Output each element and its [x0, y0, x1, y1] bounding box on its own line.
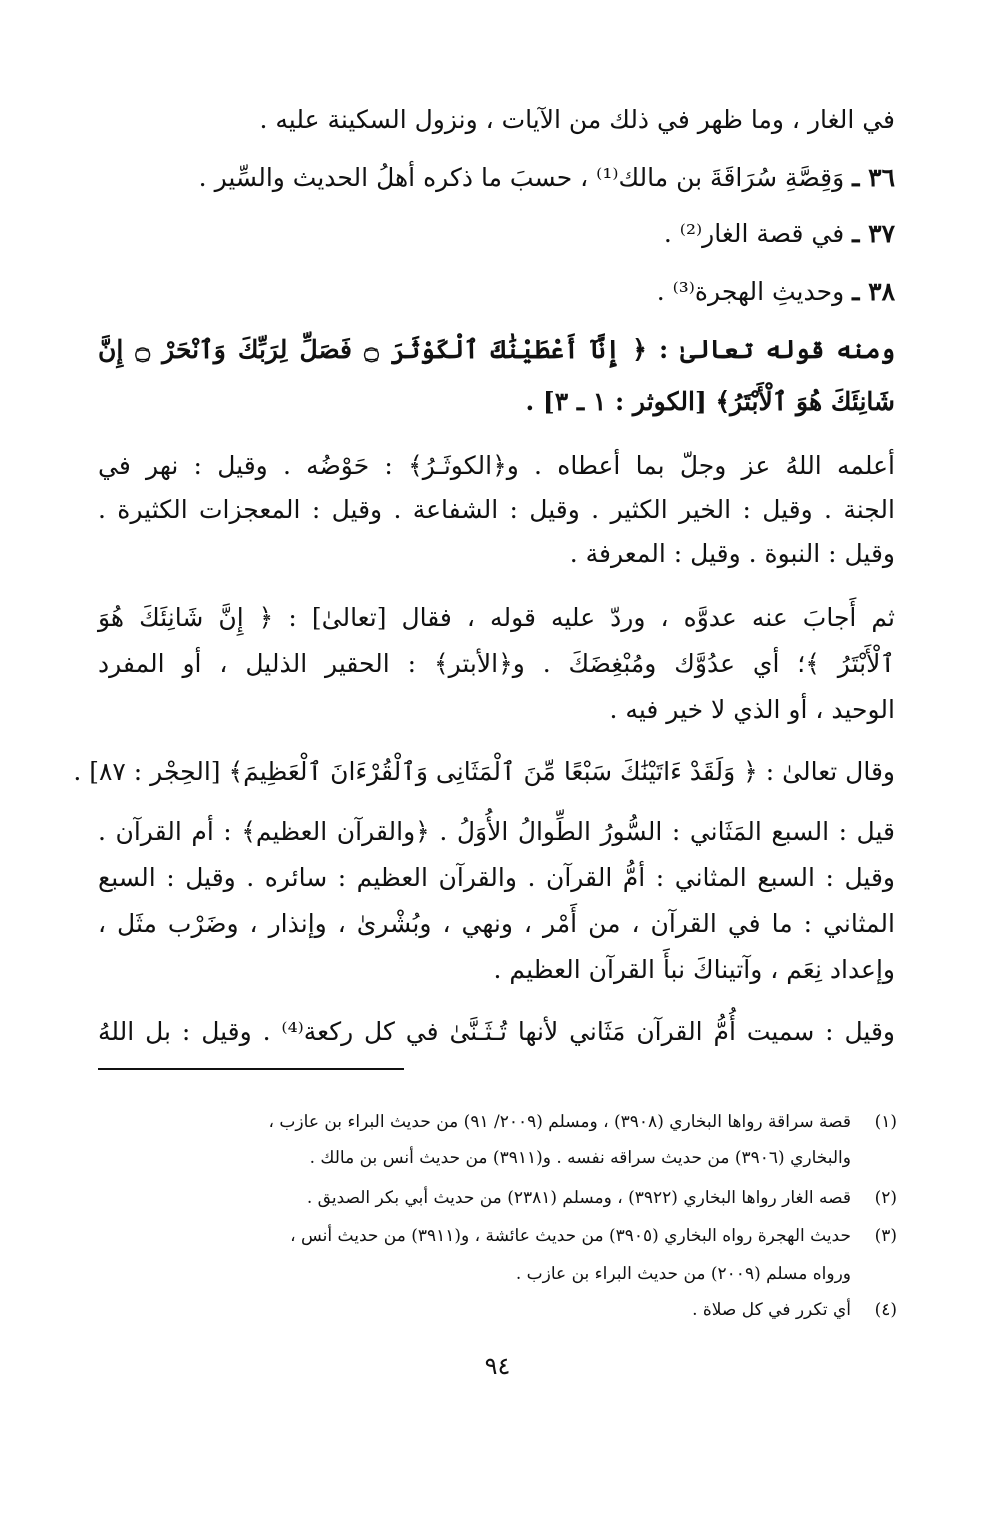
footnote-text: قصه الغار رواها البخاري (٣٩٢٢) ، ومسلم (٢٣٨١) من حديث أبي بكر الصديق .	[306, 1188, 851, 1208]
item-text: وحديثِ الهجرة⁽³⁾ .	[656, 277, 845, 306]
text-line: ٱلْأَبْتَرُ ﴾؛ أي عدُوَّك ومُبْغِضَكَ . و﴿الأبتر﴾ : الحقير الذليل ، أو المفرد	[98, 649, 895, 678]
item-number: ٣٦ ـ	[852, 163, 895, 192]
list-item-38	[98, 272, 895, 312]
quran-verse-line: ومنه قوله تعالىٰ : ﴿ إِنَّآ أَعْطَيْنَٰكَ ٱلْكَوْثَرَ ۝ فَصَلِّ لِرَبِّكَ وَٱنْحَرْ ۝ إِنَّ	[98, 335, 896, 364]
footnote-text: أي تكرر في كل صلاة .	[692, 1300, 851, 1320]
text-line: وقيل : النبوة . وقيل : المعرفة .	[569, 539, 895, 568]
list-item-37	[98, 214, 895, 254]
text-line: الجنة . وقيل : الخير الكثير . وقيل : الشفاعة . وقيل : المعجزات الكثيرة .	[98, 495, 895, 524]
text-line: في الغار ، وما ظهر في ذلك من الآيات ، ونزول السكينة عليه .	[259, 105, 895, 134]
footnote-3	[98, 1222, 897, 1250]
text-line: وإعداد نِعَم ، وآتيناكَ نبأَ القرآن العظيم .	[493, 955, 895, 984]
footnote-2	[98, 1184, 897, 1212]
page-number: ٩٤	[484, 1352, 511, 1380]
footnote-number: (١)	[874, 1112, 897, 1132]
item-text: وَقِصَّةِ سُرَاقَةَ بن مالك⁽¹⁾ ، حسبَ ما ذكره أهلُ الحديث والسِّير .	[198, 163, 845, 192]
item-number: ٣٧ ـ	[852, 219, 895, 248]
text-line: ثم أَجابَ عنه عدوَّه ، وردّ عليه قوله ، فقال [تعالىٰ] : ﴿ إِنَّ شَانِئَكَ هُوَ	[98, 603, 895, 632]
text-line: وقال تعالىٰ : ﴿ وَلَقَدْ ءَاتَيْنَٰكَ سَبْعًا مِّنَ ٱلْمَثَانِى وَٱلْقُرْءَانَ ٱلْعَظِيمَ﴾ [الحِجْر : ٨٧] .	[73, 757, 895, 786]
footnote-1	[98, 1108, 897, 1136]
footnote-number: (٣)	[874, 1226, 897, 1246]
footnote-number: (٢)	[874, 1188, 897, 1208]
text-line: وقيل : سميت أُمُّ القرآن مَثَاني لأنها تُـثَـنَّىٰ في كل ركعة⁽⁴⁾ . وقيل : بل اللهُ	[98, 1017, 895, 1046]
footnote-continuation: ورواه مسلم (٢٠٠٩) من حديث البراء بن عازب .	[515, 1264, 851, 1284]
list-item-36	[98, 158, 895, 198]
footnote-number: (٤)	[874, 1300, 897, 1320]
text-line: وقيل : السبع المثاني : أمُّ القرآن . والقرآن العظيم : سائره . وقيل : السبع	[98, 863, 895, 892]
footnote-continuation: والبخاري (٣٩٠٦) من حديث سراقه نفسه . و(٣٩١١) من حديث أنس بن مالك .	[309, 1148, 851, 1168]
text-line: قيل : السبع المَثَاني : السُّورُ الطِّوالُ الأُوَلُ . ﴿والقرآن العظيم﴾ : أم القرآن .	[98, 817, 895, 846]
text-line: أعلمه اللهُ عز وجلّ بما أعطاه . و﴿الكوثَـرُ﴾ : حَوْضُه . وقيل : نهر في	[98, 451, 895, 480]
footnote-text: قصة سراقة رواها البخاري (٣٩٠٨) ، ومسلم (٢٠٠٩/ ٩١) من حديث البراء بن عازب ،	[268, 1112, 851, 1132]
quran-verse-line: شَانِئَكَ هُوَ ٱلْأَبْتَرُ﴾ [الكوثر : ١ ـ ٣] .	[525, 387, 895, 416]
footnote-4	[98, 1296, 897, 1324]
item-text: في قصة الغار⁽²⁾ .	[663, 219, 845, 248]
footnote-text: حديث الهجرة رواه البخاري (٣٩٠٥) من حديث عائشة ، و(٣٩١١) من حديث أنس ،	[290, 1226, 851, 1246]
footnote-separator	[98, 1068, 404, 1070]
text-line: المثاني : ما في القرآن ، من أَمْر ، ونهي ، وبُشْرىٰ ، وإنذار ، وضَرْب مثَل ،	[98, 909, 895, 938]
item-number: ٣٨ ـ	[852, 277, 895, 306]
text-line: الوحيد ، أو الذي لا خير فيه .	[609, 695, 895, 724]
